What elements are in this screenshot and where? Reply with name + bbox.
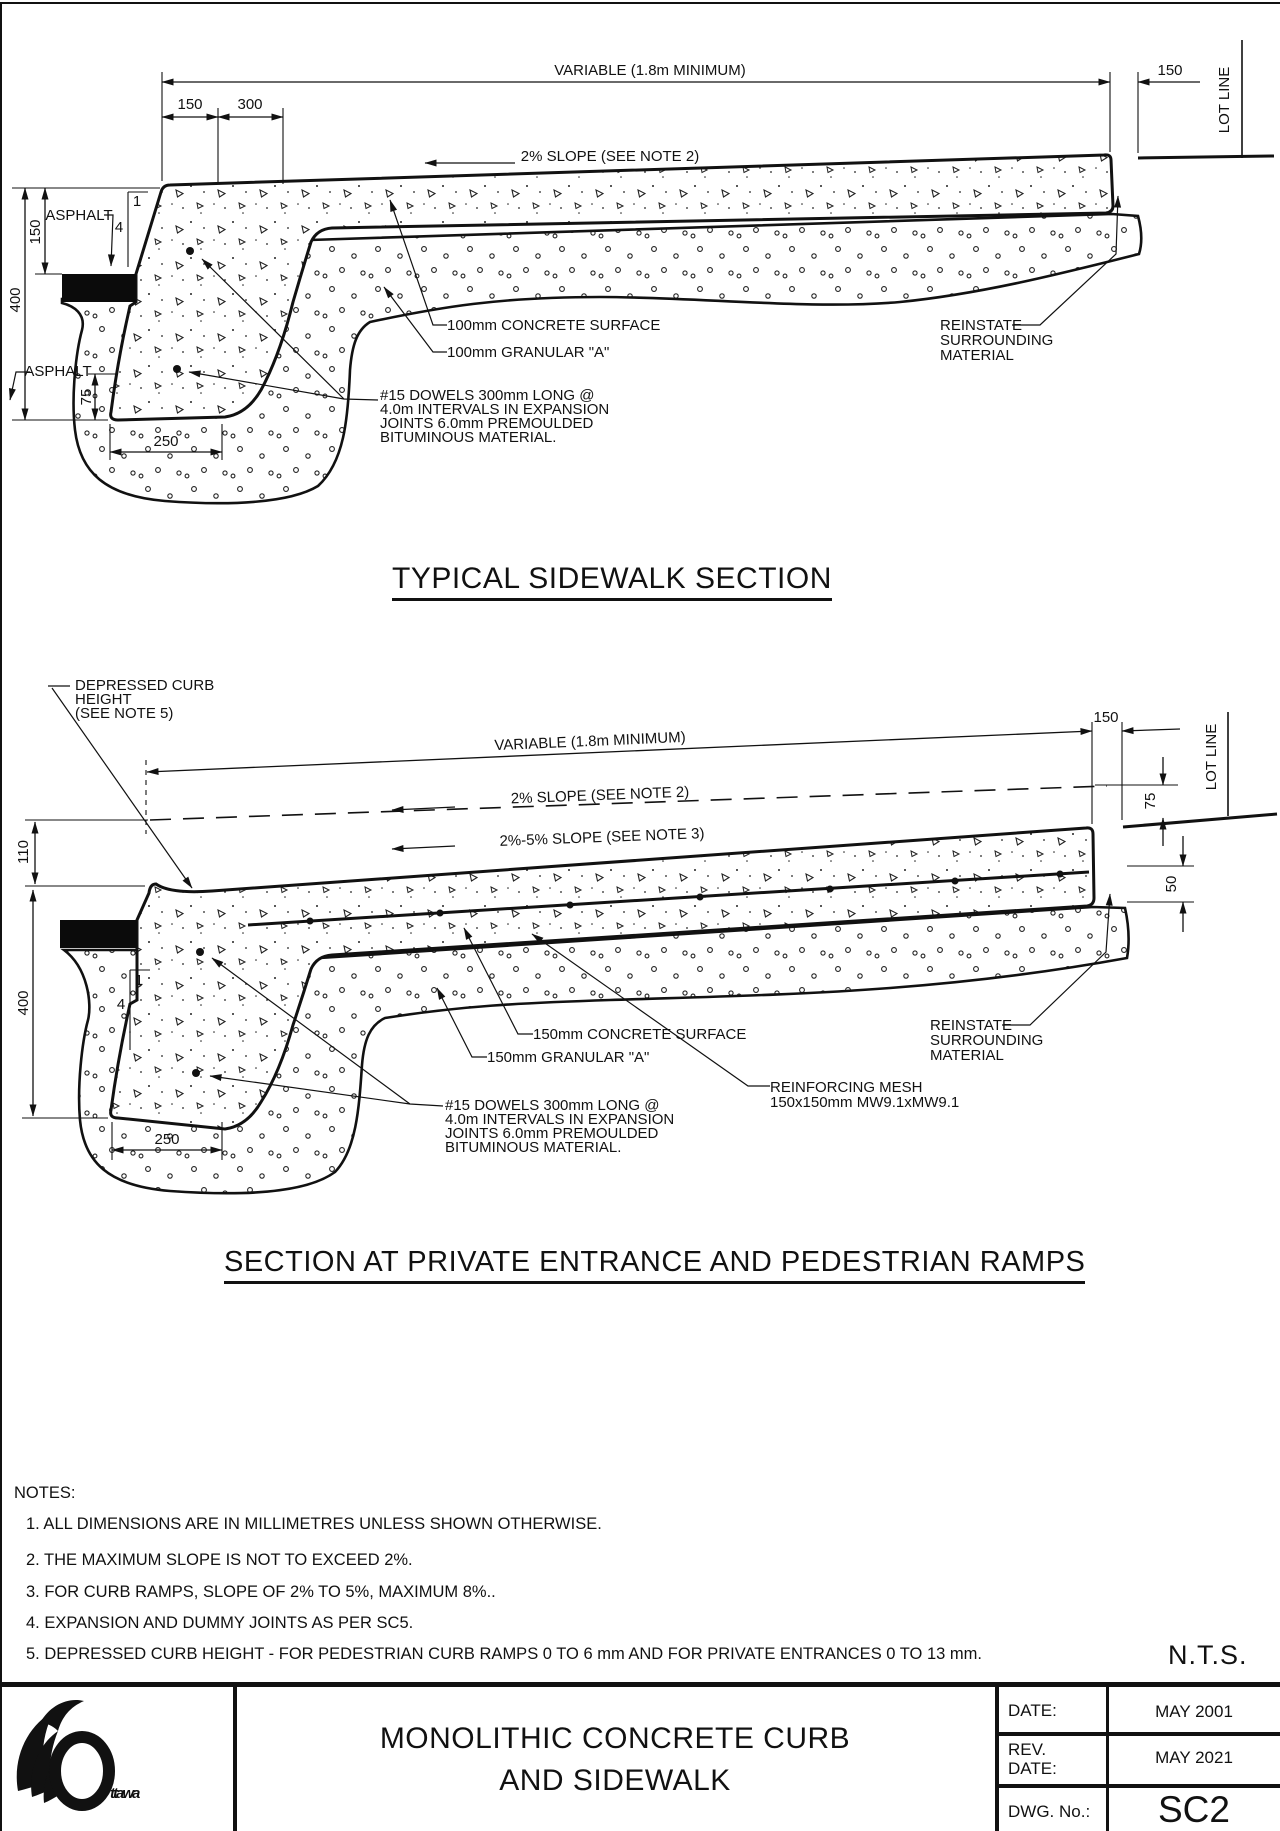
s1-asphalt-low-label: ASPHALT [24,363,92,380]
s1-h75-label: 75 [78,388,95,406]
dwg-label: DWG. No.: [1008,1802,1091,1821]
s2-mesh-line1: REINFORCING MESH [770,1079,923,1096]
s1-reinstate-line3: MATERIAL [940,347,1014,364]
s2-mesh-line2: 150x150mm MW9.1xMW9.1 [770,1094,960,1111]
titleblock-row-divider-2 [995,1784,1280,1788]
s2-dowels-line3: JOINTS 6.0mm PREMOULDED [445,1125,659,1142]
ottawa-logo-swoosh [17,1700,84,1803]
s1-300-label: 300 [237,96,263,113]
titleblock-divider-values [1106,1687,1109,1831]
note-item-2: 2. THE MAXIMUM SLOPE IS NOT TO EXCEED 2%. [26,1551,413,1569]
s2-h75-label: 75 [1142,792,1159,810]
rev-value: MAY 2021 [1155,1748,1233,1767]
note-item-1: 1. ALL DIMENSIONS ARE IN MILLIMETRES UNLESS SHOWN OTHERWISE. [26,1515,602,1533]
s2-variable-dim-label: VARIABLE (1.8m MINIMUM) [494,728,687,755]
s2-concrete-label: 150mm CONCRETE SURFACE [533,1026,747,1043]
s1-dowels-line4: BITUMINOUS MATERIAL. [380,429,557,446]
s1-asphalt-top-label: ASPHALT [45,207,113,224]
rev-label-line2: DATE: [1008,1759,1057,1778]
s1-offset-150-label: 150 [1157,62,1183,79]
titleblock-title-line1: MONOLITHIC CONCRETE CURB [379,1722,851,1755]
s2-reinstate-line2: SURROUNDING [930,1032,1044,1049]
ottawa-logo [10,1695,235,1830]
s2-dowel-dot-upper [196,948,204,956]
note-item-4: 4. EXPANSION AND DUMMY JOINTS AS PER SC5. [26,1614,414,1632]
titleblock-row-divider-1 [995,1732,1280,1736]
notes-heading: NOTES: [14,1484,76,1502]
s1-variable-dim-label: VARIABLE (1.8m MINIMUM) [554,62,746,79]
s2-dowels-line4: BITUMINOUS MATERIAL. [445,1139,622,1156]
s2-dowel-dot-lower [192,1069,200,1077]
s1-granular-label: 100mm GRANULAR "A" [447,344,610,361]
s2-h110-label: 110 [15,840,32,864]
scale-note: N.T.S. [1168,1640,1248,1670]
rev-label-line1: REV. [1008,1740,1047,1759]
s1-dowel-dot-upper [186,247,194,255]
ottawa-logo-o [55,1737,109,1805]
s1-asphalt-pavement [62,274,136,302]
s1-h400-label: 400 [7,287,24,313]
s1-concrete-label: 100mm CONCRETE SURFACE [447,317,661,334]
dwg-value: SC2 [1158,1789,1230,1830]
date-label: DATE: [1008,1701,1057,1720]
s2-depressed-line3: (SEE NOTE 5) [75,705,174,722]
s1-slope-label: 2% SLOPE (SEE NOTE 2) [520,148,700,165]
titleblock-top-border [0,1682,1280,1687]
s2-offset-150-label: 150 [1093,709,1119,726]
s2-reinstate-line1: REINSTATE [930,1017,1012,1034]
s1-250-label: 250 [153,433,179,450]
section1-title: TYPICAL SIDEWALK SECTION [392,562,832,601]
s1-ground-line [1138,156,1274,158]
s2-lot-line-label: LOT LINE [1203,723,1220,791]
s1-reinstate-line2: SURROUNDING [940,332,1054,349]
s2-ground-line [1123,814,1277,827]
s2-h50-label: 50 [1163,875,1180,893]
s2-h400-label: 400 [15,990,32,1016]
s1-dowels-line3: JOINTS 6.0mm PREMOULDED [380,415,594,432]
s2-ratio-4: 4 [116,996,126,1013]
ottawa-logo-text: ttawa [110,1785,139,1802]
s2-ratio-1: 1 [134,972,144,989]
notes-block [14,1484,75,1517]
s2-slope-a-label: 2% SLOPE (SEE NOTE 2) [510,783,690,808]
s2-granular-label: 150mm GRANULAR "A" [487,1049,650,1066]
s2-depressed-line1: DEPRESSED CURB [75,677,215,694]
note-item-5: 5. DEPRESSED CURB HEIGHT - FOR PEDESTRIAN CURB RAMPS 0 TO 6 mm AND FOR PRIVATE ENTRANCES 0 TO 13 mm. [26,1645,982,1663]
s1-dowels-line1: #15 DOWELS 300mm LONG @ [380,387,595,404]
s2-slope-b-label: 2%-5% SLOPE (SEE NOTE 3) [499,825,705,850]
s1-dowels-line2: 4.0m INTERVALS IN EXPANSION [380,401,610,418]
date-value: MAY 2001 [1155,1702,1233,1721]
s2-dowels-line1: #15 DOWELS 300mm LONG @ [445,1097,660,1114]
note-item-3: 3. FOR CURB RAMPS, SLOPE OF 2% TO 5%, MAXIMUM 8%.. [26,1583,496,1601]
s1-ratio-1: 1 [132,193,142,210]
s1-ratio-4: 4 [114,219,124,236]
s1-150-label: 150 [177,96,203,113]
s2-dowels-line2: 4.0m INTERVALS IN EXPANSION [445,1111,675,1128]
s1-h150-label: 150 [27,219,44,245]
s2-reinstate-line3: MATERIAL [930,1047,1004,1064]
s1-reinstate-line1: REINSTATE [940,317,1022,334]
section2-title: SECTION AT PRIVATE ENTRANCE AND PEDESTRIAN RAMPS [224,1246,1085,1284]
s2-depressed-line2: HEIGHT [75,691,132,708]
s1-dowel-dot-lower [173,365,181,373]
titleblock-title-line2: AND SIDEWALK [499,1764,731,1797]
s2-asphalt-pavement [60,920,137,948]
s1-lot-line-label: LOT LINE [1216,66,1233,134]
titleblock-divider-title [995,1687,999,1831]
s2-250-label: 250 [154,1131,180,1148]
